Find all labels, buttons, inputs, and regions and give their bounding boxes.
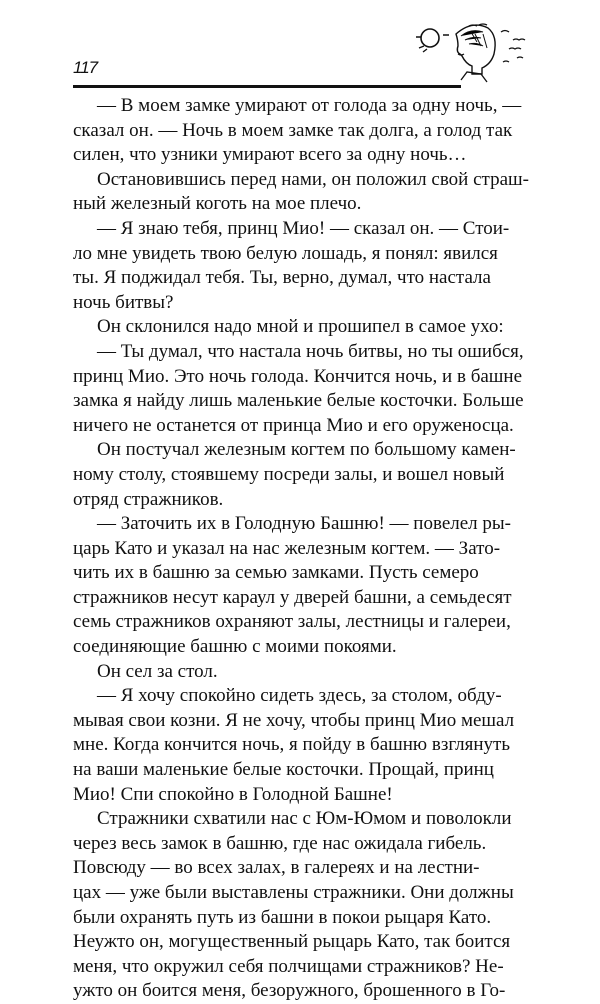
text-line: ло мне увидеть твою белую лошадь, я понял: явился [73,242,498,264]
text-line: Стражники схватили нас с Юм-Юмом и поволокли [97,808,512,830]
text-line: — Я хочу спокойно сидеть здесь, за столом, обду- [97,685,502,707]
text-line: чить их в башню за семью замками. Пусть семеро [73,562,479,584]
text-line: силен, что узники умирают всего за одну ночь… [73,144,467,166]
text-line: — Ты думал, что настала ночь битвы, но ты ошибся, [97,340,524,362]
body-text [73,94,529,1004]
text-line: на ваши маленькие белые косточки. Прощай, принц [73,759,494,781]
text-line: замка я найду лишь маленькие белые косточки. Больше [73,390,524,412]
text-line: ужто он боится меня, безоружного, брошенного в Го- [73,980,506,1002]
text-line: Он склонился надо мной и прошипел в самое ухо: [97,316,504,338]
text-line: семь стражников охраняют залы, лестницы и галереи, [73,611,511,633]
page-number: 117 [73,58,98,77]
text-line: Мио! Спи спокойно в Голодной Башне! [73,783,393,805]
text-line: ночь битвы? [73,291,174,313]
text-line: отряд стражников. [73,488,224,510]
text-line: меня, что окружил себя полчищами стражников? Не- [73,955,504,977]
text-line: цах — уже были выставлены стражники. Они должны [73,882,514,903]
text-line: Он сел за стол. [97,660,218,682]
text-line: через весь замок в башню, где нас ожидала гибель. [73,832,487,854]
boy-looking-up-illustration-icon [413,14,543,88]
page-header [73,0,461,90]
text-line: Он постучал железным когтем по большому камен- [97,439,516,461]
text-line: соединяющие башню с моими покоями. [73,636,397,658]
text-line: принц Мио. Это ночь голода. Кончится ночь, и в башне [73,365,523,387]
text-line: ты. Я поджидал тебя. Ты, верно, думал, что настала [73,267,491,289]
text-line: мывая свои козни. Я не хочу, чтобы принц Мио мешал [73,709,515,731]
header-rule [73,85,461,88]
text-line: Остановившись перед нами, он положил свой страш- [97,168,529,190]
text-line: мне. Когда кончится ночь, я пойду в башню взглянуть [73,734,511,756]
text-line: царь Като и указал на нас железным когтем. — Зато- [73,537,501,559]
text-line: стражников несут караул у дверей башни, а семьдесят [73,586,512,608]
text-line: — Я знаю тебя, принц Мио! — сказал он. — Стои- [97,217,510,239]
text-line: ничего не останется от принца Мио и его оруженосца. [73,414,514,436]
text-line: ному столу, стоявшему посреди залы, и вошел новый [73,463,505,485]
text-line: были охранять путь из башни в покои рыцаря Като. [73,906,492,928]
text-line: ный железный коготь на мое плечо. [73,193,362,215]
text-line: сказал он. — Ночь в моем замке так долга, а голод так [73,119,513,141]
text-line: Повсюду — во всех залах, в галереях и на лестни- [73,857,480,879]
text-line: — В моем замке умирают от голода за одну ночь, — [97,95,522,116]
text-line: Неужто он, могущественный рыцарь Като, так боится [73,931,511,953]
text-line: — Заточить их в Голодную Башню! — повелел ры- [97,513,511,535]
